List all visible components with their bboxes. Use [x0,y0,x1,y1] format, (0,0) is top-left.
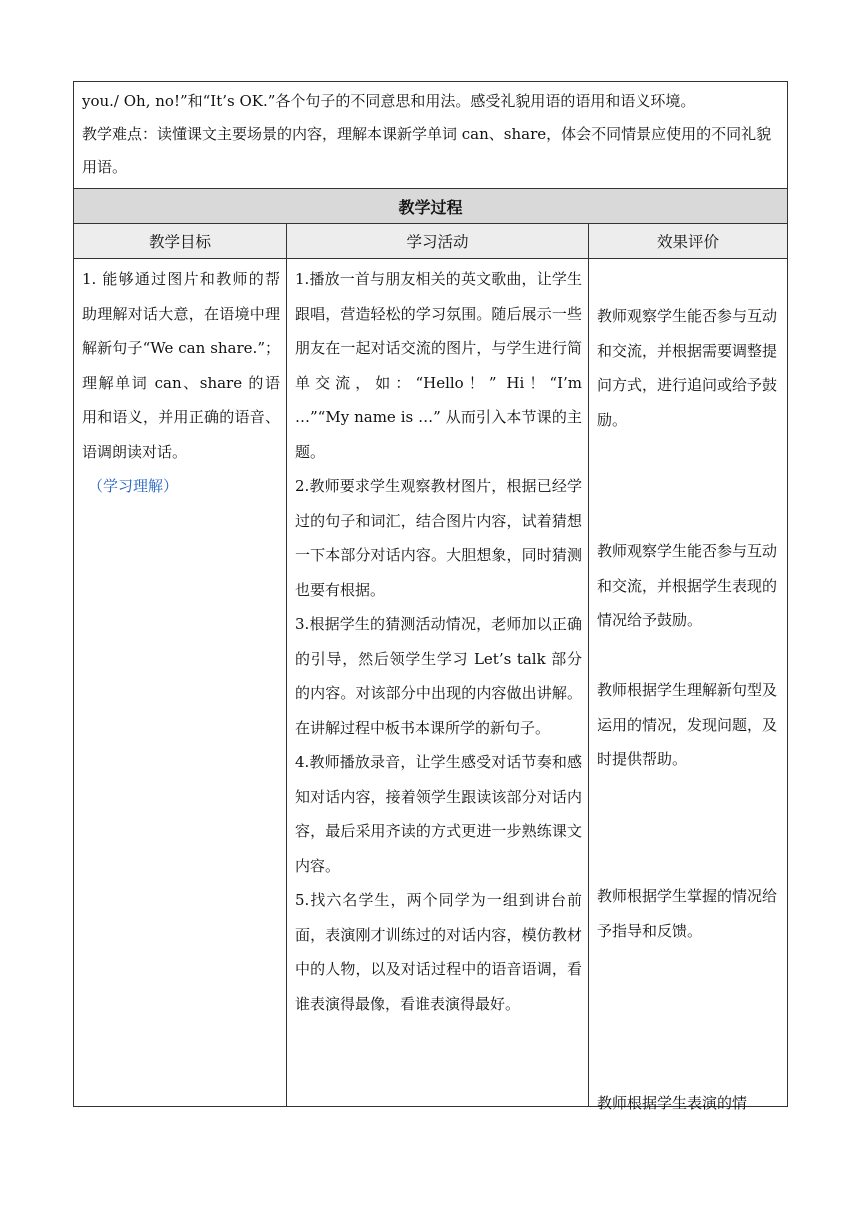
column-header-objective: 教学目标 [74,224,287,259]
objective-text: 1. 能够通过图片和教师的帮助理解对话大意，在语境中理解新句子“We can share.”；理解单词 can、share 的语用和语义，并用正确的语音、语调朗读对话。 [82,270,280,461]
column-header-evaluation: 效果评价 [589,224,788,259]
activity-cell [287,259,589,1107]
evaluation-cell [589,259,788,1112]
evaluation-item: 教师观察学生能否参与互动和交流，并根据学生表现的情况给予鼓励。 [597,542,778,629]
objective-tag: （学习理解） [88,477,179,495]
evaluation-item: 教师根据学生表演的情 [597,1094,748,1112]
activity-item: 2.教师要求学生观察教材图片，根据已经学过的句子和词汇，结合图片内容，试着猜想一下本部分对话内容。大胆想象，同时猜测也要有根据。 [295,477,582,599]
activity-item: 4.教师播放录音，让学生感受对话节奏和感知对话内容，接着领学生跟读该部分对话内容，最后采用齐读的方式更进一步熟练课文内容。 [295,753,582,875]
activity-item: 5.找六名学生，两个同学为一组到讲台前面，表演刚才训练过的对话内容，模仿教材中的人物，以及对话过程中的语音语调，看谁表演得最像，看谁表演得最好。 [295,891,582,1013]
objective-cell [74,259,287,1107]
lesson-plan-table [73,81,788,1112]
evaluation-item: 教师根据学生掌握的情况给予指导和反馈。 [597,887,778,940]
teaching-focus-cell [74,82,788,189]
column-header-activity: 学习活动 [287,224,589,259]
difficulty-text: 教学难点：读懂课文主要场景的内容，理解本课新学单词 can、share，体会不同情景应使用的不同礼貌用语。 [82,125,772,176]
section-title: 教学过程 [74,189,788,224]
focus-text-line: you./ Oh, no!”和“It’s OK.”各个句子的不同意思和用法。感受礼貌用语的语用和语义环境。 [82,92,696,110]
evaluation-item: 教师根据学生理解新句型及运用的情况，发现问题，及时提供帮助。 [597,681,778,768]
evaluation-item: 教师观察学生能否参与互动和交流，并根据需要调整提问方式，进行追问或给予鼓励。 [597,307,778,429]
activity-item: 3.根据学生的猜测活动情况，老师加以正确的引导，然后领学生学习 Let’s talk 部分的内容。对该部分中出现的内容做出讲解。在讲解过程中板书本课所学的新句子。 [295,615,582,737]
activity-item: 1.播放一首与朋友相关的英文歌曲，让学生跟唱，营造轻松的学习氛围。随后展示一些朋友在一起对话交流的图片，与学生进行简单交流，如：“Hello！” Hi！“I’m …”“My name is …” 从而引入本节课的主题。 [295,270,582,461]
